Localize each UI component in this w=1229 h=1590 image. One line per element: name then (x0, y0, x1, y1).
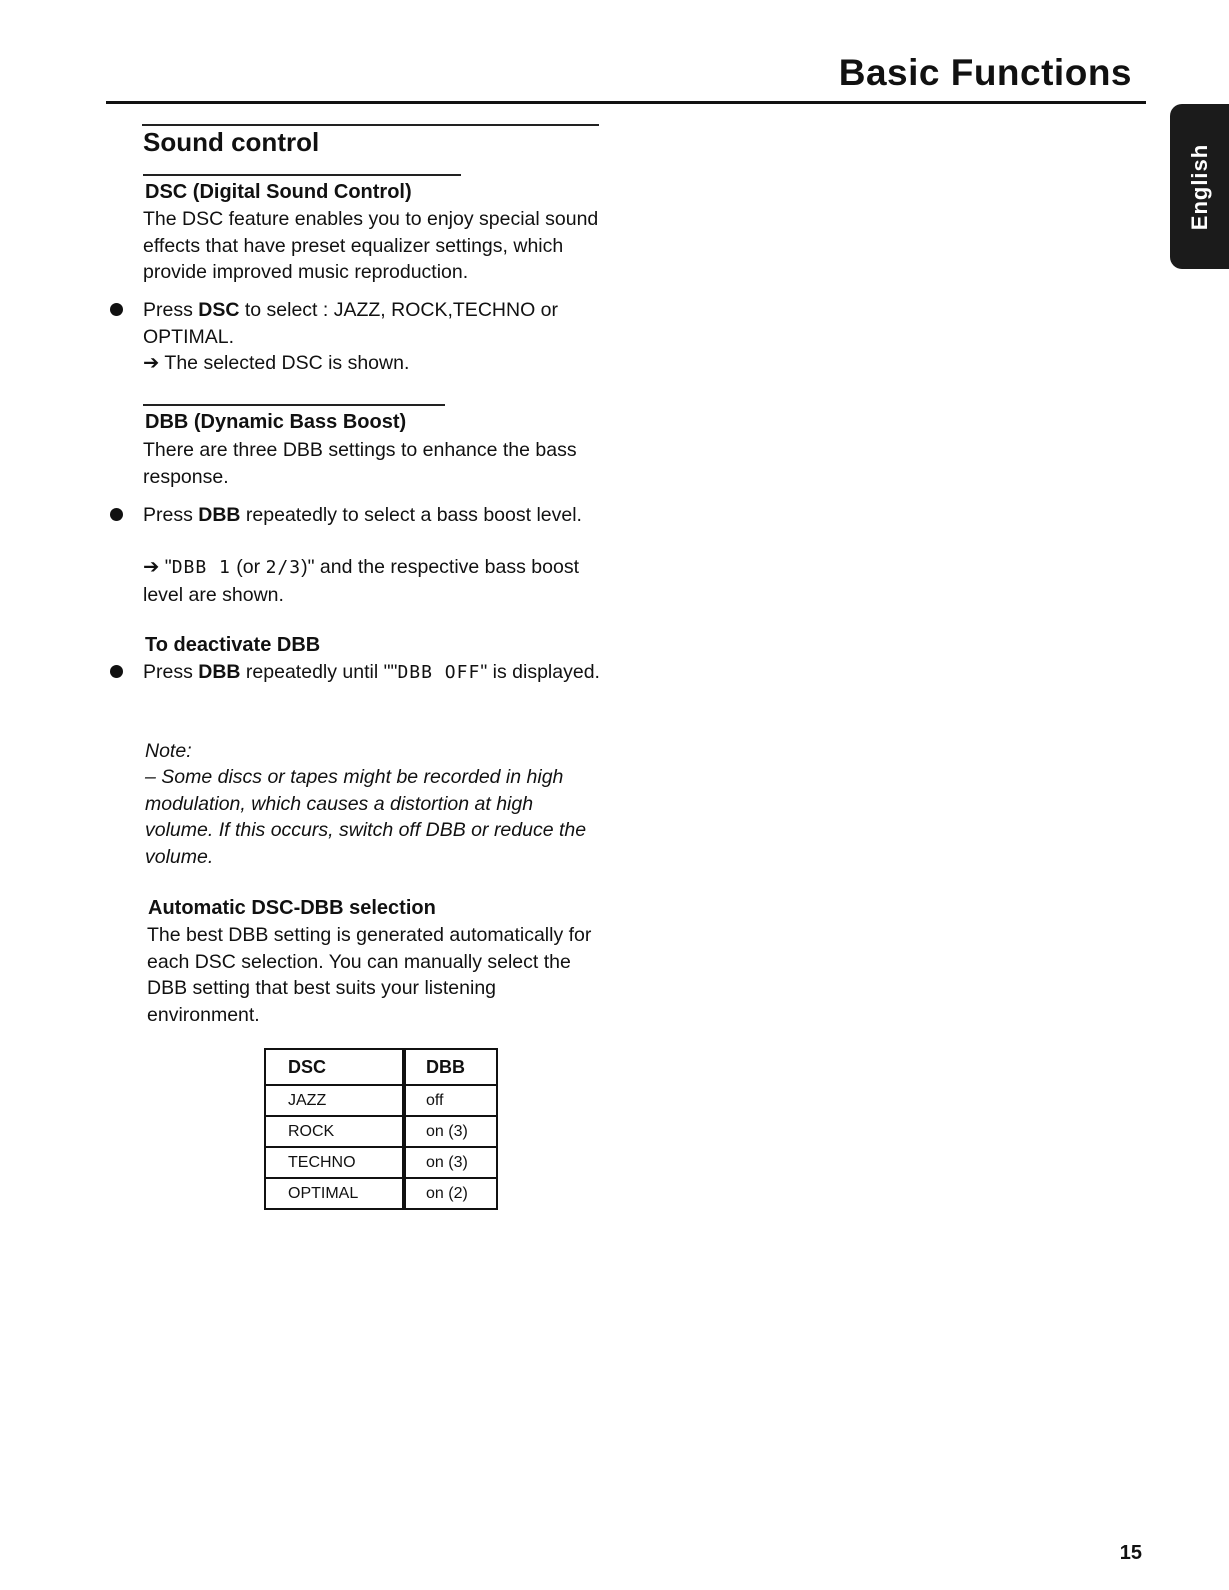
table-row (265, 1085, 497, 1116)
table-cell-dsc: ROCK (265, 1116, 404, 1147)
table-cell-dbb: on (2) (404, 1178, 497, 1209)
dbb-display-alt: 2/3 (265, 557, 302, 578)
note-text: – Some discs or tapes might be recorded in high modulation, which causes a distortion at high volume. If this occurs, switch off DBB or reduce the volume. (145, 766, 587, 868)
arrow-right-icon: ➔ (143, 352, 160, 374)
deactivate-step-mid: repeatedly until "" (240, 661, 398, 683)
dsc-heading: DSC (Digital Sound Control) (145, 181, 412, 203)
dbb-display-level: DBB 1 (171, 557, 231, 578)
bullet-icon (110, 665, 123, 678)
dbb-key: DBB (198, 504, 241, 526)
dsc-description: The DSC feature enables you to enjoy special sound effects that have preset equalizer settings, which provide improved music reproduction. (143, 208, 599, 283)
dbb-result-mid: (or (230, 556, 266, 578)
dbb-result (143, 554, 603, 608)
table-cell-dsc: OPTIMAL (265, 1178, 404, 1209)
dbb-heading: DBB (Dynamic Bass Boost) (145, 411, 407, 433)
dsc-dbb-table (264, 1048, 498, 1210)
language-tab (1170, 104, 1229, 269)
dsc-key: DSC (198, 299, 240, 321)
dbb-rule (143, 404, 445, 406)
bullet-icon (110, 303, 123, 316)
auto-description: The best DBB setting is generated automatically for each DSC selection. You can manually select the DBB setting that best suits your listening environment. (147, 924, 592, 1026)
deactivate-heading: To deactivate DBB (145, 634, 321, 656)
table-header-dbb: DBB (404, 1049, 497, 1085)
section-title: Sound control (143, 127, 320, 157)
header-divider (106, 101, 1146, 104)
table-row (265, 1147, 497, 1178)
dbb-description: There are three DBB settings to enhance the bass response. (143, 439, 577, 488)
table-cell-dbb: on (3) (404, 1147, 497, 1178)
dbb-result-open: " (164, 556, 172, 578)
deactivate-step-press: Press (143, 661, 199, 683)
dbb-step (143, 502, 603, 529)
dbb-step-press: Press (143, 504, 199, 526)
table-cell-dbb: off (404, 1085, 497, 1116)
table-cell-dbb: on (3) (404, 1116, 497, 1147)
dsc-step-rest: to select : JAZZ, ROCK,TECHNO or OPTIMAL. (143, 299, 558, 348)
deactivate-step (143, 659, 603, 687)
deactivate-key: DBB (198, 661, 241, 683)
table-cell-dsc: JAZZ (265, 1085, 404, 1116)
dsc-rule (143, 174, 461, 176)
dsc-result-text: The selected DSC is shown. (164, 352, 410, 374)
dbb-step-rest: repeatedly to select a bass boost level. (240, 504, 582, 526)
page-number: 15 (1119, 1542, 1142, 1564)
table-header-row (265, 1049, 497, 1085)
bullet-icon (110, 508, 123, 521)
note-label: Note: (145, 740, 192, 762)
dbb-result-rest: )" and the respective bass boost level are shown. (143, 556, 579, 606)
deactivate-step-rest: " is displayed. (480, 661, 600, 683)
section-rule (142, 124, 599, 126)
dsc-step-press: Press (143, 299, 199, 321)
dsc-result (143, 350, 603, 377)
language-tab-label: English (1186, 143, 1212, 230)
table-row (265, 1116, 497, 1147)
page-header-title: Basic Functions (838, 52, 1132, 93)
table-header-dsc: DSC (265, 1049, 404, 1085)
dsc-step (143, 297, 603, 350)
table-cell-dsc: TECHNO (265, 1147, 404, 1178)
auto-heading: Automatic DSC-DBB selection (148, 897, 436, 919)
table-row (265, 1178, 497, 1209)
dbb-off-display: DBB OFF (397, 662, 481, 683)
arrow-right-icon: ➔ (143, 556, 160, 578)
